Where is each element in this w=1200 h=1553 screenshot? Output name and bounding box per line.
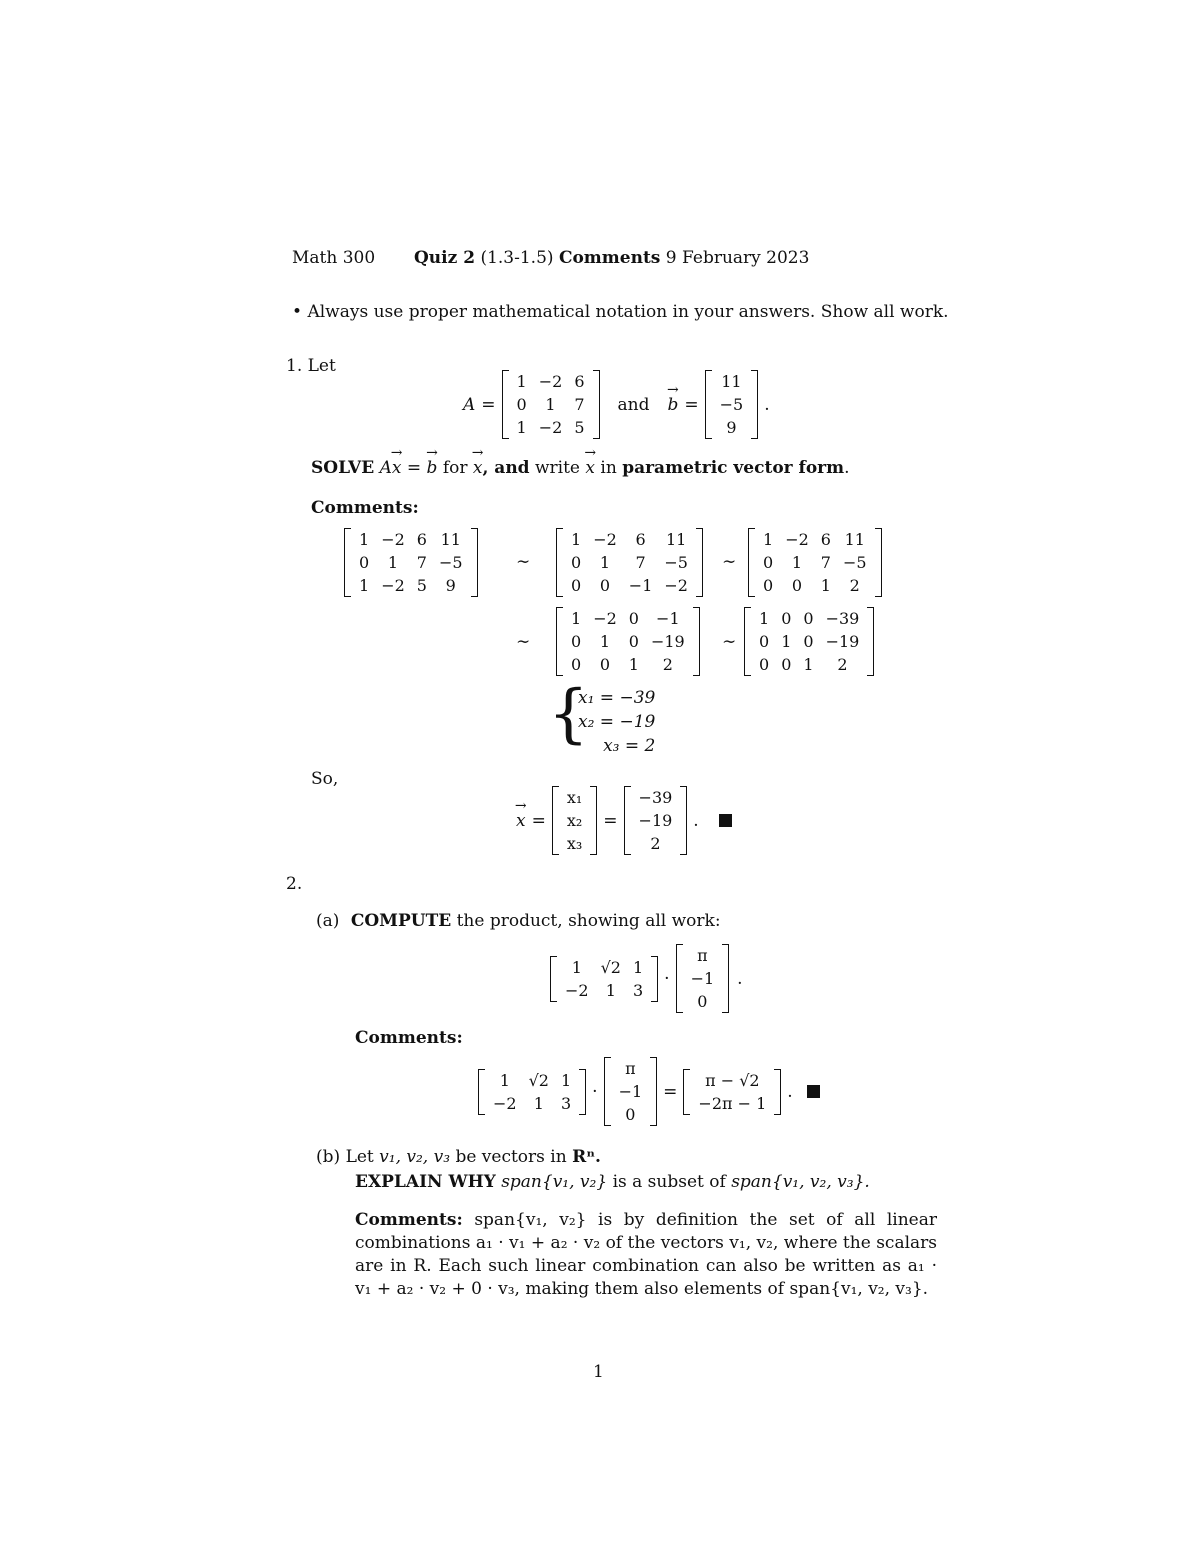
aug-matrix-3 [748, 528, 882, 597]
matrix-entry: −19 [825, 632, 860, 651]
comments-title: Comments [558, 248, 661, 268]
matrix-entry: 1 [599, 632, 611, 651]
matrix-entry: x₁ [566, 788, 583, 807]
matrix-entry: 1 [499, 1070, 510, 1090]
matrix-entry: 0 [803, 632, 814, 651]
matrix-entry: 3 [632, 980, 644, 1000]
and-word: and [617, 394, 650, 415]
matrix-entry: 0 [599, 655, 611, 674]
problem1-definition: A = 1 −2 6 0 1 7 1 −2 5 and → b = 11 −5 9 . [463, 370, 770, 439]
matrix-entry: −39 [825, 609, 860, 628]
system-equations: x₁ = −39 x₂ = −19 x₃ = 2 [578, 688, 656, 756]
matrix-entry: 1 [571, 530, 582, 549]
matrix-entry: 1 [571, 957, 582, 977]
matrix-entry: 1 [516, 418, 527, 437]
matrix-entry: −1 [618, 1082, 643, 1101]
matrix-entry: 1 [545, 395, 556, 414]
matrix-entry: 7 [820, 553, 831, 572]
aug-matrix-4 [556, 607, 700, 676]
matrix-entry: −2 [538, 418, 563, 437]
vector-b-label: → b [667, 395, 678, 415]
matrix-entry: 0 [571, 632, 582, 651]
system-brace: { [548, 677, 589, 751]
quiz-date: 9 February 2023 [665, 248, 810, 268]
aug-matrix-5 [744, 607, 874, 676]
matrix-entry: 0 [571, 553, 582, 572]
matrix-entry: 9 [726, 418, 737, 437]
matrix-entry: 0 [763, 576, 774, 595]
matrix-entry: 1 [605, 980, 616, 1000]
vector-p [676, 944, 730, 1013]
matrix-entry: 1 [359, 576, 370, 595]
aug-matrix-2 [556, 528, 703, 597]
matrix-entry: −39 [638, 788, 673, 807]
header [292, 248, 809, 268]
qed-square-icon [719, 814, 732, 827]
matrix-entry: −5 [842, 553, 867, 572]
matrix-entry: 1 [759, 609, 770, 628]
tilde-4: ∼ [722, 632, 737, 652]
matrix-entry: 0 [803, 609, 814, 628]
matrix-entry: −2 [565, 980, 589, 1000]
matrix-entry: 0 [359, 553, 370, 572]
tilde-2: ∼ [722, 552, 737, 572]
matrix-entry: 2 [662, 655, 673, 674]
matrix-entry: 2 [650, 834, 661, 853]
matrix-entry: −5 [438, 553, 463, 572]
matrix-entry: 1 [533, 1093, 544, 1113]
matrix-entry: 1 [803, 655, 814, 674]
matrix-entry: 5 [416, 576, 427, 595]
matrix-entry: −2 [381, 576, 405, 595]
matrix-entry: 0 [628, 609, 639, 628]
instruction [292, 302, 949, 322]
matrix-entry: −1 [628, 576, 653, 595]
matrix-entry: −5 [719, 395, 744, 414]
matrix-entry: 1 [387, 553, 399, 572]
problem2b-comment: Comments: span{v₁, v₂} is by definition the set of all linear combinations a₁ · v₁ + a₂ · v₂ of the vectors v₁, v₂, where the scalars are in R. Each such linear combination can also be written as a₁ · v₁ + a₂ · v₂ + 0 · v₃, making them also elements of span{v₁, v₂, v₃}. [355, 1210, 938, 1299]
quiz-sections: (1.3-1.5) [480, 248, 554, 268]
matrix-entry: 0 [763, 553, 774, 572]
matrix-entry: 7 [635, 553, 646, 572]
problem1-comments-label: Comments: [311, 498, 419, 518]
matrix-entry: −1 [656, 609, 680, 628]
matrix-entry: 1 [359, 530, 370, 549]
matrix-entry: 1 [628, 655, 639, 674]
matrix-entry: 0 [791, 576, 803, 595]
matrix-entry: 0 [516, 395, 527, 414]
matrix-entry: 0 [628, 632, 639, 651]
matrix-entry: 1 [781, 632, 792, 651]
matrix-entry: −5 [664, 553, 688, 572]
matrix-entry: 2 [837, 655, 848, 674]
matrix-entry: 0 [625, 1105, 636, 1124]
matrix-entry: 7 [416, 553, 427, 572]
matrix-entry: −2 [593, 530, 617, 549]
so-label: So, [311, 769, 339, 789]
matrix-entry: −19 [638, 811, 673, 830]
matrix-entry: 1 [560, 1070, 572, 1090]
matrix-entry: 1 [820, 576, 831, 595]
matrix-entry: 0 [781, 655, 792, 674]
matrix-entry: 1 [763, 530, 774, 549]
matrix-entry: 9 [445, 576, 456, 595]
matrix-entry: −2π − 1 [698, 1093, 767, 1113]
matrix-entry: 5 [574, 418, 585, 437]
aug-matrix-1 [344, 528, 478, 597]
problem1-label: 1. Let [286, 356, 336, 376]
problem2a-task: (a) COMPUTE the product, showing all work: [316, 911, 721, 931]
matrix-entry: 6 [635, 530, 646, 549]
matrix-entry: 7 [574, 395, 585, 414]
bullet-icon: • [292, 302, 303, 322]
problem2b-task: (b) Let v₁, v₂, v₃ be vectors in Rⁿ. EXPLAIN WHY span{v₁, v₂} is a subset of span{v₁, v₂, v₃}. [316, 1147, 870, 1192]
matrix-entry: 0 [571, 576, 582, 595]
matrix-entry: −2 [538, 372, 563, 391]
qed-square-icon [807, 1085, 820, 1098]
matrix-entry: −2 [381, 530, 405, 549]
matrix-entry: 11 [665, 530, 687, 549]
matrix-a-label: A [463, 394, 476, 415]
matrix-entry: 6 [574, 372, 585, 391]
matrix-entry: π − √2 [705, 1070, 760, 1090]
solution-vector [624, 786, 688, 855]
x-vector [552, 786, 597, 855]
matrix-entry: 6 [820, 530, 831, 549]
matrix-entry: 1 [571, 609, 582, 628]
matrix-entry: π [697, 946, 708, 965]
matrix-entry: −2 [664, 576, 688, 595]
tilde-1: ∼ [516, 552, 531, 572]
problem1-task: SOLVE A→ x = → b for → x, and write → x in parametric vector form. [311, 458, 850, 478]
matrix-entry: 6 [416, 530, 427, 549]
problem2a-comments-label: Comments: [355, 1028, 463, 1048]
matrix-entry: √2 [528, 1070, 549, 1090]
matrix-entry: 1 [599, 553, 611, 572]
tilde-3: ∼ [516, 632, 531, 652]
matrix-entry: 1 [791, 553, 803, 572]
problem2a-result: 1 √2 1 −2 1 3 · π −1 0 = π − √2 −2π − 1 . [478, 1057, 820, 1126]
solution-equation: → x = x₁ x₂ x₃ = −39 −19 2 . [516, 786, 732, 855]
matrix-entry: x₃ [566, 834, 583, 853]
problem2-label: 2. [286, 874, 303, 894]
matrix-a [502, 370, 600, 439]
matrix-entry: 0 [599, 576, 611, 595]
matrix-entry: π [625, 1059, 636, 1078]
matrix-entry: −2 [785, 530, 809, 549]
matrix-entry: −2 [493, 1093, 517, 1113]
matrix-entry: −2 [593, 609, 617, 628]
matrix-entry: 0 [697, 992, 708, 1011]
matrix-entry: x₂ [566, 811, 583, 830]
matrix-entry: 0 [571, 655, 582, 674]
matrix-entry: −19 [650, 632, 685, 651]
course-name: Math 300 [292, 248, 376, 268]
vector-b [705, 370, 759, 439]
matrix-entry: 11 [844, 530, 865, 549]
matrix-entry: −1 [690, 969, 715, 988]
matrix-entry: 0 [759, 655, 770, 674]
quiz-title: Quiz 2 [414, 248, 476, 268]
matrix-entry: 11 [721, 372, 742, 391]
result-vector [683, 1069, 781, 1115]
matrix-m [550, 956, 658, 1002]
matrix-entry: 3 [560, 1093, 572, 1113]
page-number: 1 [593, 1362, 604, 1382]
matrix-entry: 0 [759, 632, 770, 651]
matrix-entry: 0 [781, 609, 792, 628]
matrix-entry: 2 [849, 576, 860, 595]
matrix-entry: 1 [632, 957, 644, 977]
matrix-entry: √2 [600, 957, 621, 977]
problem2a-product: 1 √2 1 −2 1 3 · π −1 0 . [550, 944, 743, 1013]
matrix-entry: 1 [516, 372, 527, 391]
matrix-entry: 11 [440, 530, 461, 549]
instruction-text: Always use proper mathematical notation in your answers. Show all work. [307, 302, 949, 322]
